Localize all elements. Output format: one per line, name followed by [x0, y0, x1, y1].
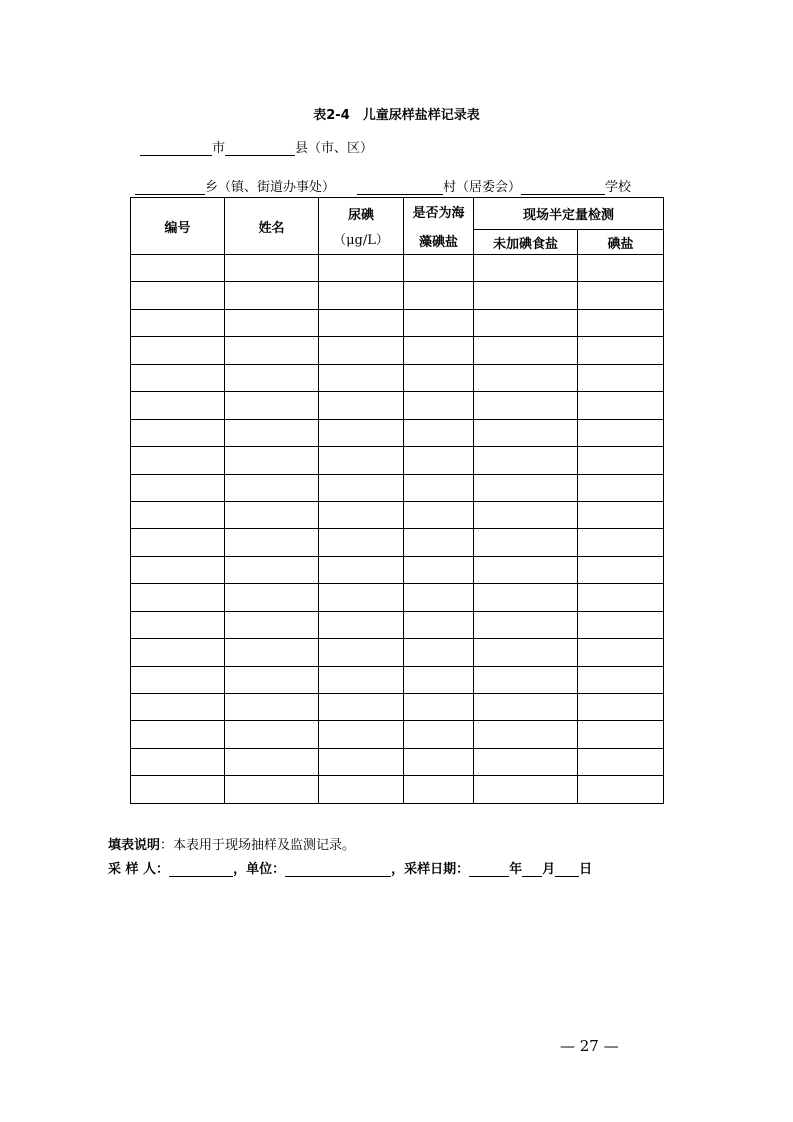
- cell-urine-iodine[interactable]: [319, 584, 404, 611]
- day-blank[interactable]: [555, 862, 579, 877]
- cell-id[interactable]: [131, 639, 225, 666]
- cell-name[interactable]: [225, 721, 319, 748]
- cell-id[interactable]: [131, 419, 225, 446]
- cell-id[interactable]: [131, 309, 225, 336]
- county-label: 县（市、区）: [295, 141, 374, 156]
- cell-name[interactable]: [225, 392, 319, 419]
- cell-seaweed-salt[interactable]: [404, 694, 474, 721]
- cell-urine-iodine[interactable]: [319, 309, 404, 336]
- cell-id[interactable]: [131, 337, 225, 364]
- cell-name[interactable]: [225, 474, 319, 501]
- cell-id[interactable]: [131, 694, 225, 721]
- cell-id[interactable]: [131, 474, 225, 501]
- table-row: [131, 666, 664, 693]
- cell-urine-iodine[interactable]: [319, 255, 404, 282]
- cell-iodized-salt[interactable]: [578, 447, 664, 474]
- table-row: [131, 309, 664, 336]
- cell-name[interactable]: [225, 584, 319, 611]
- cell-iodized-salt[interactable]: [578, 364, 664, 391]
- cell-iodized-salt[interactable]: [578, 721, 664, 748]
- cell-id[interactable]: [131, 721, 225, 748]
- cell-seaweed-salt[interactable]: [404, 337, 474, 364]
- cell-iodized-salt[interactable]: [578, 255, 664, 282]
- cell-iodized-salt[interactable]: [578, 282, 664, 309]
- village-blank[interactable]: [357, 180, 443, 195]
- village-label: 村（居委会）: [443, 180, 522, 195]
- cell-seaweed-salt[interactable]: [404, 529, 474, 556]
- fill-note-text: ：本表用于现场抽样及监测记录。: [160, 838, 356, 853]
- cell-iodized-salt[interactable]: [578, 748, 664, 775]
- cell-iodized-salt[interactable]: [578, 776, 664, 803]
- cell-non-iodized-salt[interactable]: [474, 309, 578, 336]
- table-row: [131, 721, 664, 748]
- cell-id[interactable]: [131, 666, 225, 693]
- cell-seaweed-salt[interactable]: [404, 639, 474, 666]
- cell-urine-iodine[interactable]: [319, 337, 404, 364]
- school-label: 学校: [605, 180, 632, 195]
- cell-name[interactable]: [225, 748, 319, 775]
- cell-non-iodized-salt[interactable]: [474, 474, 578, 501]
- header-iodized-salt: 碘盐: [578, 230, 664, 255]
- cell-id[interactable]: [131, 748, 225, 775]
- cell-non-iodized-salt[interactable]: [474, 419, 578, 446]
- table-row: [131, 611, 664, 638]
- cell-urine-iodine[interactable]: [319, 364, 404, 391]
- table-row: [131, 776, 664, 803]
- fill-note: [108, 834, 355, 853]
- cell-non-iodized-salt[interactable]: [474, 611, 578, 638]
- cell-id[interactable]: [131, 611, 225, 638]
- header-id: 编号: [131, 198, 225, 255]
- city-label: 市: [212, 141, 226, 156]
- location-line-2: [135, 176, 631, 195]
- cell-non-iodized-salt[interactable]: [474, 694, 578, 721]
- cell-non-iodized-salt[interactable]: [474, 501, 578, 528]
- cell-iodized-salt[interactable]: [578, 666, 664, 693]
- cell-non-iodized-salt[interactable]: [474, 392, 578, 419]
- record-table: [130, 197, 664, 804]
- cell-name[interactable]: [225, 611, 319, 638]
- table-row: [131, 556, 664, 583]
- cell-seaweed-salt[interactable]: [404, 392, 474, 419]
- cell-non-iodized-salt[interactable]: [474, 529, 578, 556]
- cell-id[interactable]: [131, 364, 225, 391]
- fill-note-label: 填表说明: [108, 838, 161, 853]
- cell-name[interactable]: [225, 529, 319, 556]
- table-row: [131, 748, 664, 775]
- cell-name[interactable]: [225, 337, 319, 364]
- header-seaweed-salt-line2: 藻碘盐: [418, 235, 458, 250]
- header-urine-iodine: [319, 198, 404, 255]
- cell-iodized-salt[interactable]: [578, 309, 664, 336]
- town-label: 乡（镇、街道办事处）: [205, 180, 336, 195]
- unit-blank[interactable]: [285, 862, 391, 877]
- cell-urine-iodine[interactable]: [319, 776, 404, 803]
- school-blank[interactable]: [521, 180, 605, 195]
- cell-urine-iodine[interactable]: [319, 447, 404, 474]
- cell-seaweed-salt[interactable]: [404, 776, 474, 803]
- cell-iodized-salt[interactable]: [578, 584, 664, 611]
- cell-seaweed-salt[interactable]: [404, 666, 474, 693]
- cell-name[interactable]: [225, 776, 319, 803]
- city-blank[interactable]: [140, 141, 212, 156]
- cell-non-iodized-salt[interactable]: [474, 364, 578, 391]
- page-number: — 27 —: [560, 1037, 619, 1055]
- header-seaweed-salt: [404, 198, 474, 255]
- cell-urine-iodine[interactable]: [319, 666, 404, 693]
- cell-name[interactable]: [225, 447, 319, 474]
- header-urine-iodine-label: 尿碘: [347, 208, 374, 223]
- cell-name[interactable]: [225, 282, 319, 309]
- cell-non-iodized-salt[interactable]: [474, 748, 578, 775]
- cell-iodized-salt[interactable]: [578, 611, 664, 638]
- cell-urine-iodine[interactable]: [319, 392, 404, 419]
- cell-iodized-salt[interactable]: [578, 639, 664, 666]
- header-non-iodized-salt: 未加碘食盐: [474, 230, 578, 255]
- table-row: [131, 255, 664, 282]
- cell-seaweed-salt[interactable]: [404, 282, 474, 309]
- table-row: [131, 337, 664, 364]
- table-row: [131, 392, 664, 419]
- location-line-1: [140, 137, 373, 156]
- cell-non-iodized-salt[interactable]: [474, 776, 578, 803]
- cell-urine-iodine[interactable]: [319, 721, 404, 748]
- sampler-label: 采 样 人：: [108, 862, 170, 877]
- cell-id[interactable]: [131, 556, 225, 583]
- month-label: 月: [542, 862, 556, 877]
- table-row: [131, 584, 664, 611]
- cell-seaweed-salt[interactable]: [404, 501, 474, 528]
- cell-iodized-salt[interactable]: [578, 529, 664, 556]
- cell-seaweed-salt[interactable]: [404, 748, 474, 775]
- town-blank[interactable]: [135, 180, 205, 195]
- cell-name[interactable]: [225, 364, 319, 391]
- county-blank[interactable]: [225, 141, 295, 156]
- table-row: [131, 474, 664, 501]
- signature-line: [108, 858, 592, 877]
- cell-seaweed-salt[interactable]: [404, 419, 474, 446]
- cell-non-iodized-salt[interactable]: [474, 584, 578, 611]
- cell-name[interactable]: [225, 419, 319, 446]
- header-name: 姓名: [225, 198, 319, 255]
- cell-non-iodized-salt[interactable]: [474, 721, 578, 748]
- table-row: [131, 529, 664, 556]
- cell-id[interactable]: [131, 501, 225, 528]
- cell-id[interactable]: [131, 255, 225, 282]
- cell-id[interactable]: [131, 282, 225, 309]
- cell-iodized-salt[interactable]: [578, 419, 664, 446]
- cell-iodized-salt[interactable]: [578, 501, 664, 528]
- cell-urine-iodine[interactable]: [319, 501, 404, 528]
- table-row: [131, 364, 664, 391]
- cell-seaweed-salt[interactable]: [404, 721, 474, 748]
- table-row: [131, 639, 664, 666]
- cell-name[interactable]: [225, 666, 319, 693]
- month-blank[interactable]: [522, 862, 542, 877]
- cell-non-iodized-salt[interactable]: [474, 282, 578, 309]
- cell-name[interactable]: [225, 639, 319, 666]
- cell-non-iodized-salt[interactable]: [474, 639, 578, 666]
- cell-urine-iodine[interactable]: [319, 282, 404, 309]
- cell-id[interactable]: [131, 392, 225, 419]
- cell-name[interactable]: [225, 501, 319, 528]
- cell-id[interactable]: [131, 529, 225, 556]
- cell-non-iodized-salt[interactable]: [474, 666, 578, 693]
- cell-iodized-salt[interactable]: [578, 474, 664, 501]
- cell-non-iodized-salt[interactable]: [474, 556, 578, 583]
- table-row: [131, 419, 664, 446]
- table-row: [131, 501, 664, 528]
- header-seaweed-salt-line1: 是否为海: [412, 206, 465, 221]
- table-row: [131, 282, 664, 309]
- cell-urine-iodine[interactable]: [319, 639, 404, 666]
- cell-seaweed-salt[interactable]: [404, 556, 474, 583]
- cell-urine-iodine[interactable]: [319, 556, 404, 583]
- header-field-test: 现场半定量检测: [474, 198, 664, 230]
- cell-iodized-salt[interactable]: [578, 556, 664, 583]
- table-row: [131, 694, 664, 721]
- sampler-blank[interactable]: [169, 862, 233, 877]
- cell-iodized-salt[interactable]: [578, 694, 664, 721]
- cell-non-iodized-salt[interactable]: [474, 447, 578, 474]
- cell-urine-iodine[interactable]: [319, 529, 404, 556]
- cell-name[interactable]: [225, 694, 319, 721]
- cell-urine-iodine[interactable]: [319, 611, 404, 638]
- cell-id[interactable]: [131, 776, 225, 803]
- cell-seaweed-salt[interactable]: [404, 309, 474, 336]
- cell-name[interactable]: [225, 255, 319, 282]
- cell-seaweed-salt[interactable]: [404, 447, 474, 474]
- date-label: ，采样日期：: [391, 862, 470, 877]
- cell-seaweed-salt[interactable]: [404, 255, 474, 282]
- year-label: 年: [509, 862, 523, 877]
- year-blank[interactable]: [469, 862, 509, 877]
- cell-id[interactable]: [131, 584, 225, 611]
- cell-urine-iodine[interactable]: [319, 474, 404, 501]
- cell-id[interactable]: [131, 447, 225, 474]
- day-label: 日: [579, 862, 593, 877]
- header-urine-iodine-unit: （μg/L）: [333, 233, 389, 248]
- cell-seaweed-salt[interactable]: [404, 611, 474, 638]
- unit-label: ，单位：: [233, 862, 286, 877]
- cell-non-iodized-salt[interactable]: [474, 337, 578, 364]
- cell-seaweed-salt[interactable]: [404, 584, 474, 611]
- cell-iodized-salt[interactable]: [578, 337, 664, 364]
- cell-urine-iodine[interactable]: [319, 694, 404, 721]
- cell-name[interactable]: [225, 309, 319, 336]
- cell-seaweed-salt[interactable]: [404, 474, 474, 501]
- cell-non-iodized-salt[interactable]: [474, 255, 578, 282]
- cell-seaweed-salt[interactable]: [404, 364, 474, 391]
- cell-name[interactable]: [225, 556, 319, 583]
- table-title: 表2-4 儿童尿样盐样记录表: [313, 108, 480, 123]
- cell-urine-iodine[interactable]: [319, 419, 404, 446]
- table-row: [131, 447, 664, 474]
- cell-urine-iodine[interactable]: [319, 748, 404, 775]
- cell-iodized-salt[interactable]: [578, 392, 664, 419]
